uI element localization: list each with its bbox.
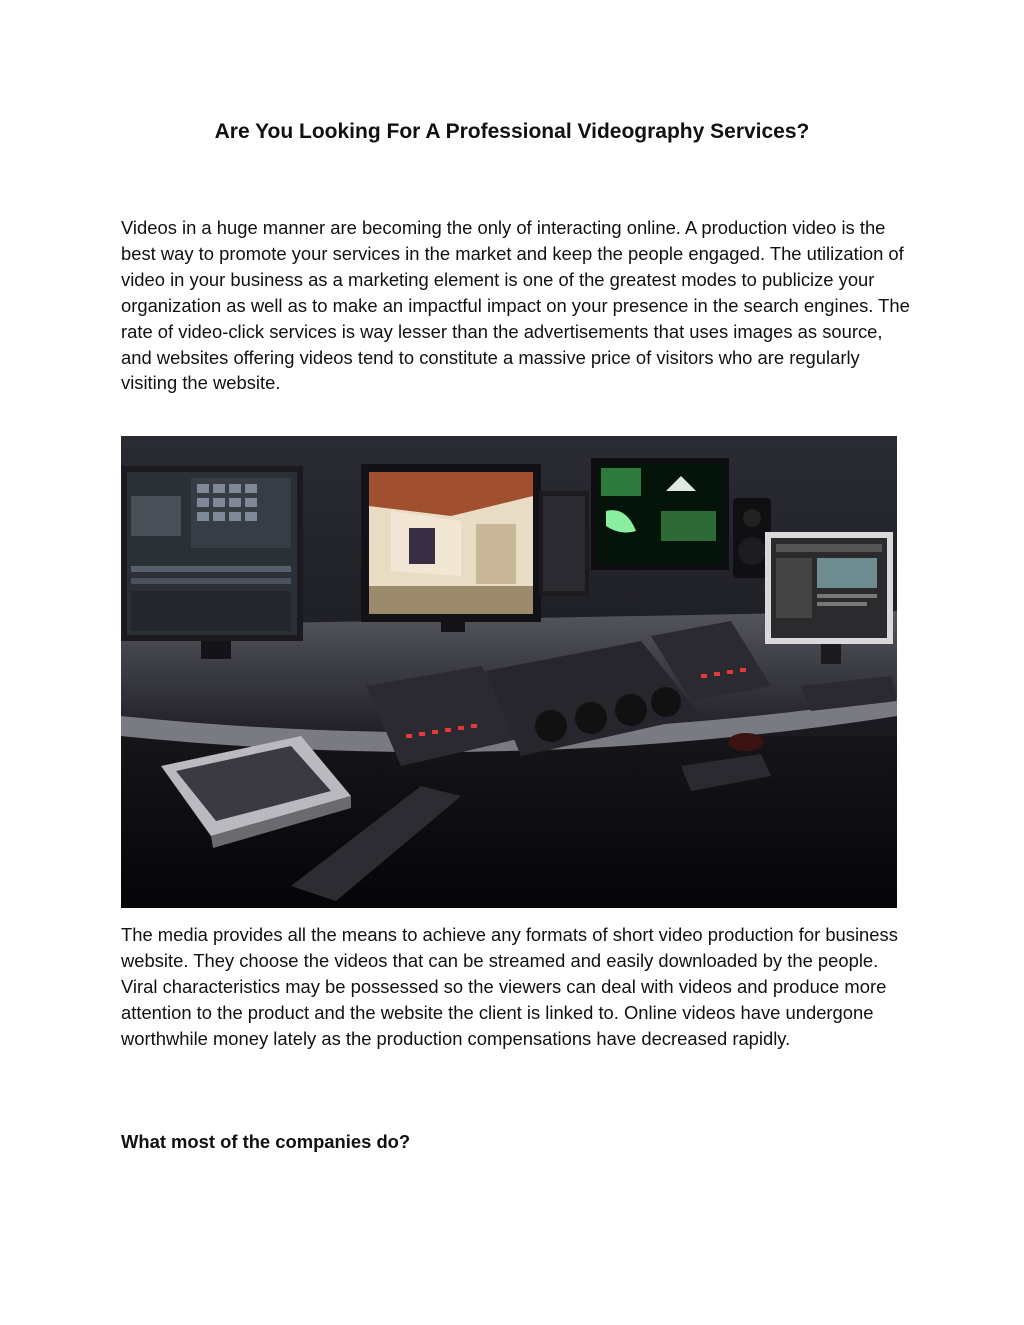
video-editing-studio-photo <box>121 436 897 908</box>
left-monitor <box>121 466 303 659</box>
body-paragraph: The media provides all the means to achieve any formats of short video production for business website. They choose the videos that can be streamed and easily downloaded by the people. Viral characteristics may be possessed so the viewers can deal with videos and produce more attention to the product and the website the client is linked to. Online videos have undergone worthwhile money lately as the production compensations have decreased rapidly. <box>121 924 898 1049</box>
scope-monitor <box>591 458 729 570</box>
center-monitor <box>361 464 541 632</box>
intro-paragraph: Videos in a huge manner are becoming the only of interacting online. A production video is the best way to promote your services in the market and keep the people engaged. The utilization of video in your business as a marketing element is one of the greatest modes to publicize your organization as well as to make an impactful impact on your presence in the search engines. The rate of video-click services is way lesser than the advertisements that uses images as source, and websites offering videos tend to constitute a massive price of visitors who are regularly visiting the website. <box>121 217 910 394</box>
page-title: Are You Looking For A Professional Videography Services? <box>214 120 810 143</box>
section-heading: What most of the companies do? <box>121 1131 411 1152</box>
